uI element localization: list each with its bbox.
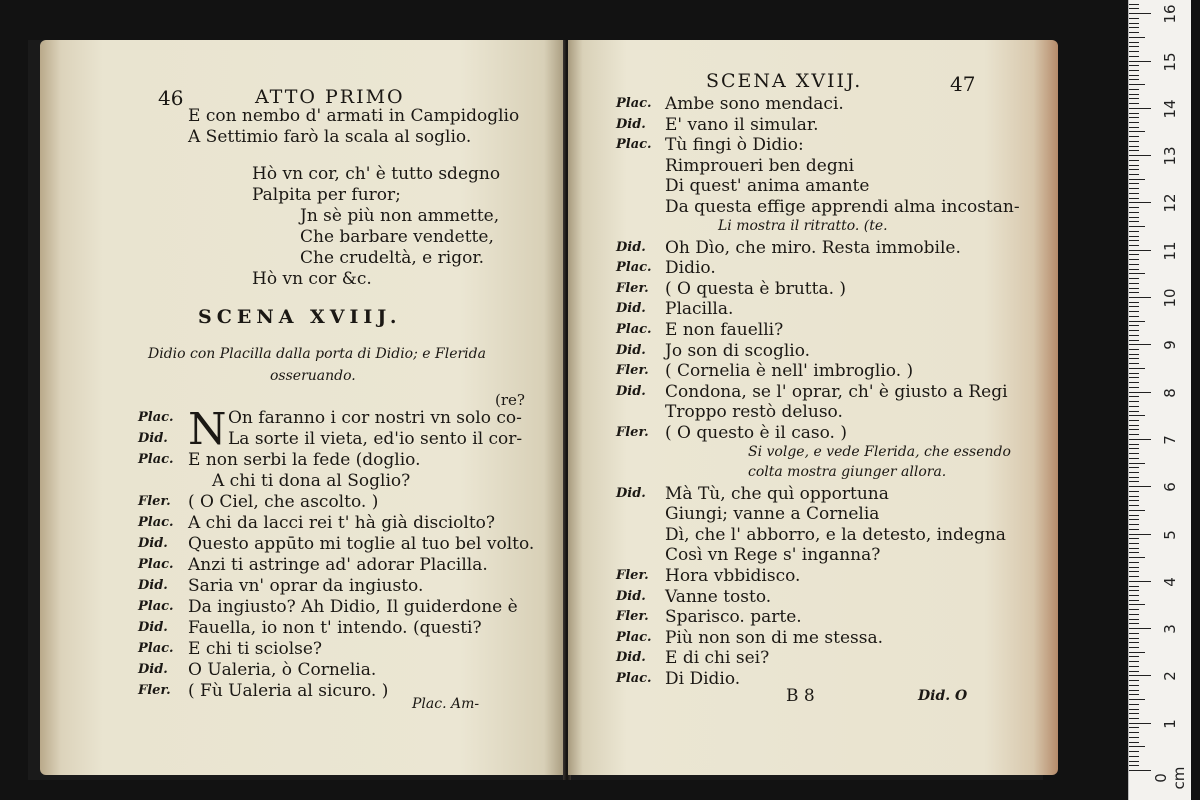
ruler-tick [1129, 160, 1139, 161]
speaker-label: Did. [138, 662, 168, 677]
verse-line: E con nembo d' armati in Campidoglio [188, 106, 520, 126]
ruler-tick [1129, 458, 1139, 459]
ruler-tick [1129, 505, 1139, 506]
ruler-tick [1129, 150, 1139, 151]
ruler-tick [1129, 543, 1139, 544]
right-page [568, 40, 1058, 775]
dialogue-line: E non fauelli? [665, 320, 784, 340]
speaker-label: Did. [138, 431, 168, 446]
dialogue-line: Da questa effige apprendi alma incostan- [665, 197, 1020, 217]
ruler-tick [1129, 652, 1145, 653]
dialogue-line: ( Fù Ualeria al sicuro. ) [188, 681, 389, 701]
speaker-label: Plac. [138, 410, 174, 425]
measurement-ruler [1128, 0, 1191, 800]
ruler-tick [1129, 382, 1139, 383]
ruler-tick [1129, 202, 1151, 203]
ruler-tick [1129, 661, 1139, 662]
ruler-tick [1129, 259, 1139, 260]
ruler-tick [1129, 13, 1151, 14]
ruler-tick [1129, 396, 1139, 397]
ruler-tick [1129, 411, 1139, 412]
ruler-tick [1129, 165, 1139, 166]
ruler-tick [1129, 690, 1139, 691]
ruler-tick [1129, 406, 1139, 407]
ruler-tick [1129, 103, 1139, 104]
speaker-label: Plac. [138, 557, 174, 572]
ruler-number: 2 [1161, 671, 1179, 682]
speaker-label: Fler. [138, 683, 171, 698]
ruler-tick [1129, 273, 1145, 274]
aria-line: Palpita per furor; [252, 185, 401, 205]
ruler-tick [1129, 685, 1139, 686]
ruler-tick [1129, 529, 1139, 530]
ruler-number: 8 [1161, 387, 1179, 398]
speaker-label: Did. [616, 342, 646, 358]
ruler-tick [1129, 694, 1139, 695]
ruler-tick [1129, 288, 1139, 289]
ruler-tick [1129, 70, 1139, 71]
ruler-tick [1129, 254, 1139, 255]
speaker-label: Plac. [138, 452, 174, 467]
aria-line: Jn sè più non ammette, [300, 206, 500, 226]
dialogue-line: Fauella, io non t' intendo. (questi? [188, 618, 482, 638]
speaker-label: Plac. [616, 96, 652, 111]
dialogue-line: Vanne tosto. [665, 586, 772, 607]
ruler-tick [1129, 65, 1139, 66]
ruler-tick [1129, 306, 1139, 307]
ruler-tick [1129, 188, 1139, 189]
ruler-number: 3 [1161, 624, 1179, 634]
dialogue-line: Oh Dìo, che miro. Resta immobile. [665, 237, 961, 258]
speaker-label: Plac. [616, 260, 652, 276]
ruler-tick [1129, 354, 1139, 355]
dialogue-line: ( O Ciel, che ascolto. ) [188, 492, 379, 512]
ruler-tick [1129, 42, 1139, 43]
ruler-tick [1129, 718, 1139, 719]
dialogue-line: On faranno i cor nostri vn solo co- [228, 408, 522, 428]
speaker-label: Did. [616, 116, 646, 132]
ruler-tick [1129, 709, 1139, 710]
speaker-label: Plac. [616, 671, 652, 686]
ruler-tick [1129, 519, 1139, 520]
ruler-tick [1129, 335, 1139, 336]
ruler-tick [1129, 146, 1139, 147]
ruler-tick [1129, 727, 1139, 728]
ruler-number: 16 [1161, 4, 1179, 24]
speaker-label: Fler. [616, 609, 649, 625]
ruler-tick [1129, 387, 1139, 388]
ruler-number: 5 [1161, 529, 1179, 540]
dialogue-line: Questo appūto mi toglie al tuo bel volto. [188, 534, 535, 554]
ruler-unit-label: 0 cm [1152, 766, 1188, 790]
stage-direction: Li mostra il ritratto. (te. [718, 217, 888, 234]
ruler-tick [1129, 595, 1139, 596]
page-number-left: 46 [158, 86, 184, 110]
speaker-label: Did. [138, 536, 168, 551]
ruler-tick [1129, 32, 1139, 33]
ruler-tick [1129, 23, 1139, 24]
ruler-tick [1129, 671, 1139, 672]
dialogue-line: Così vn Rege s' inganna? [665, 545, 881, 566]
dialogue-line: ( O questa è brutta. ) [665, 278, 847, 299]
ruler-tick [1129, 576, 1139, 577]
ruler-tick [1129, 226, 1145, 227]
verse-line: A Settimio farò la scala al soglio. [188, 127, 472, 147]
ruler-tick [1129, 448, 1139, 449]
ruler-tick [1129, 131, 1145, 132]
stage-direction: Didio con Placilla dalla porta di Didio; e Flerida [148, 346, 486, 362]
ruler-tick [1129, 75, 1139, 76]
speaker-label: Did. [616, 301, 646, 317]
ruler-tick [1129, 642, 1139, 643]
ruler-tick [1129, 496, 1139, 497]
ruler-tick [1129, 127, 1139, 128]
ruler-tick [1129, 571, 1139, 572]
dialogue-line: Troppo restò deluso. [665, 402, 843, 423]
speaker-label: Plac. [138, 641, 174, 656]
ruler-tick [1129, 4, 1139, 5]
dialogue-line: E' vano il simular. [665, 114, 819, 135]
ruler-tick [1129, 325, 1139, 326]
ruler-tick [1129, 538, 1139, 539]
ruler-tick [1129, 562, 1139, 563]
speaker-label: Did. [138, 620, 168, 635]
ruler-tick [1129, 122, 1139, 123]
aria-line: Hò vn cor &c. [252, 269, 372, 289]
speaker-label: Did. [138, 578, 168, 593]
ruler-tick [1129, 524, 1139, 525]
ruler-tick [1129, 292, 1139, 293]
dialogue-line: Anzi ti astringe ad' adorar Placilla. [188, 555, 488, 575]
page-number-right: 47 [950, 72, 976, 96]
ruler-tick [1129, 264, 1139, 265]
ruler-tick [1129, 363, 1139, 364]
ruler-tick [1129, 377, 1139, 378]
ruler-tick [1129, 278, 1139, 279]
dialogue-line: ( Cornelia è nell' imbroglio. ) [665, 361, 914, 382]
aria-line: Hò vn cor, ch' è tutto sdegno [252, 164, 501, 184]
ruler-tick [1129, 548, 1139, 549]
ruler-tick [1129, 737, 1139, 738]
ruler-number: 10 [1161, 288, 1179, 308]
dialogue-line: Da ingiusto? Ah Didio, Il guiderdone è [188, 597, 518, 617]
ruler-tick [1129, 392, 1151, 393]
dialogue-line: ( O questo è il caso. ) [665, 423, 847, 443]
ruler-tick [1129, 89, 1139, 90]
ruler-tick [1129, 79, 1139, 80]
ruler-number: 1 [1161, 718, 1179, 729]
ruler-tick [1129, 444, 1139, 445]
dialogue-line: Mà Tù, che quì opportuna [665, 483, 889, 504]
ruler-tick [1129, 179, 1145, 180]
speaker-label: Did. [616, 650, 646, 666]
ruler-tick [1129, 207, 1139, 208]
ruler-tick [1129, 581, 1151, 582]
ruler-tick [1129, 358, 1139, 359]
ruler-tick [1129, 198, 1139, 199]
ruler-number: 12 [1161, 193, 1179, 213]
ruler-tick [1129, 557, 1145, 558]
stage-direction: osseruando. [270, 368, 356, 384]
ruler-tick [1129, 491, 1139, 492]
dialogue-line: Di quest' anima amante [665, 176, 870, 197]
ruler-tick [1129, 590, 1139, 591]
ruler-tick [1129, 477, 1139, 478]
drop-capital: N [188, 404, 227, 455]
ruler-tick [1129, 515, 1139, 516]
speaker-label: Did. [616, 588, 646, 604]
ruler-tick [1129, 534, 1151, 535]
ruler-tick [1129, 155, 1151, 156]
dialogue-line: Jo son di scoglio. [665, 340, 811, 361]
speaker-label: Plac. [616, 137, 652, 153]
ruler-tick [1129, 481, 1139, 482]
ruler-tick [1129, 765, 1139, 766]
dialogue-line: Di Didio. [665, 669, 741, 689]
running-header-left: ATTO PRIMO [255, 86, 405, 108]
ruler-tick [1129, 600, 1139, 601]
ruler-tick [1129, 434, 1139, 435]
ruler-tick [1129, 340, 1139, 341]
ruler-tick [1129, 623, 1139, 624]
stage-direction: Si volge, e vede Flerida, che essendo [748, 443, 1011, 460]
ruler-tick [1129, 283, 1139, 284]
ruler-number: 15 [1161, 51, 1179, 72]
dialogue-line: Più non son di me stessa. [665, 627, 883, 648]
speaker-label: Plac. [616, 629, 652, 645]
scene-title: SCENA XVIIJ. [198, 306, 402, 328]
ruler-tick [1129, 18, 1139, 19]
dialogue-line: A chi ti dona al Soglio? [212, 471, 411, 491]
ruler-tick [1129, 510, 1145, 511]
ruler-tick [1129, 723, 1151, 724]
dialogue-line: Sparisco. parte. [665, 607, 802, 628]
speaker-label: Did. [616, 383, 646, 399]
ruler-tick [1129, 463, 1145, 464]
ruler-tick [1129, 56, 1139, 57]
ruler-tick [1129, 113, 1139, 114]
ruler-tick [1129, 221, 1139, 222]
ruler-tick [1129, 141, 1139, 142]
ruler-number: 13 [1161, 146, 1179, 166]
ruler-tick [1129, 240, 1139, 241]
ruler-tick [1129, 609, 1139, 610]
speaker-label: Did. [616, 485, 646, 501]
ruler-tick [1129, 212, 1139, 213]
ruler-tick [1129, 349, 1139, 350]
ruler-tick [1129, 269, 1139, 270]
stage-direction: colta mostra giunger allora. [748, 463, 947, 480]
dialogue-line: E di chi sei? [665, 648, 770, 669]
ruler-tick [1129, 321, 1145, 322]
ruler-number: 4 [1161, 577, 1179, 587]
ruler-tick [1129, 680, 1139, 681]
ruler-tick [1129, 344, 1151, 345]
signature-mark: B 8 [786, 686, 815, 706]
speaker-label: Fler. [138, 494, 171, 509]
ruler-tick [1129, 586, 1139, 587]
ruler-tick [1129, 98, 1139, 99]
ruler-tick [1129, 169, 1139, 170]
speaker-label: Plac. [138, 515, 174, 530]
ruler-tick [1129, 94, 1139, 95]
ruler-tick [1129, 117, 1139, 118]
ruler-tick [1129, 666, 1139, 667]
ruler-tick [1129, 193, 1139, 194]
dialogue-line: Giungi; vanne a Cornelia [665, 504, 880, 525]
ruler-tick [1129, 368, 1145, 369]
ruler-tick [1129, 742, 1139, 743]
dialogue-line: Dì, che l' abborro, e la detesto, indegna [665, 524, 1006, 545]
ruler-tick [1129, 316, 1139, 317]
ruler-tick [1129, 751, 1139, 752]
ruler-tick [1129, 647, 1139, 648]
ruler-tick [1129, 136, 1139, 137]
ruler-tick [1129, 236, 1139, 237]
open-book [28, 40, 1043, 780]
ruler-tick [1129, 37, 1145, 38]
dialogue-line: Didio. [665, 258, 716, 279]
ruler-tick [1129, 699, 1145, 700]
ruler-number: 7 [1161, 435, 1179, 445]
dialogue-line: Saria vn' oprar da ingiusto. [188, 576, 424, 596]
dialogue-line: Ambe sono mendaci. [665, 94, 844, 114]
aria-line: Che crudeltà, e rigor. [300, 248, 484, 268]
ruler-tick [1129, 297, 1151, 298]
running-header-right: SCENA XVIIJ. [706, 70, 863, 92]
ruler-tick [1129, 183, 1139, 184]
ruler-tick [1129, 675, 1151, 676]
ruler-tick [1129, 439, 1151, 440]
ruler-tick [1129, 429, 1139, 430]
ruler-tick [1129, 746, 1145, 747]
dialogue-line: Tù fingi ò Didio: [665, 135, 804, 156]
ruler-tick [1129, 401, 1139, 402]
ruler-tick [1129, 770, 1151, 771]
dialogue-line: A chi da lacci rei t' hà già disciolto? [188, 513, 496, 533]
ruler-tick [1129, 420, 1139, 421]
ruler-tick [1129, 245, 1139, 246]
ruler-tick [1129, 61, 1151, 62]
speaker-label: Fler. [616, 425, 649, 440]
ruler-tick [1129, 604, 1145, 605]
speaker-label: Fler. [616, 363, 649, 379]
dialogue-line: E chi ti sciolse? [188, 639, 323, 659]
ruler-number: 6 [1161, 482, 1179, 492]
speaker-label: Did. [616, 239, 646, 255]
left-page [40, 40, 565, 775]
ruler-tick [1129, 302, 1139, 303]
ruler-tick [1129, 373, 1139, 374]
dialogue-line: O Ualeria, ò Cornelia. [188, 660, 377, 680]
speaker-label: Fler. [616, 280, 649, 296]
ruler-tick [1129, 84, 1145, 85]
ruler-number: 14 [1161, 99, 1179, 119]
ruler-tick [1129, 761, 1139, 762]
ruler-tick [1129, 27, 1139, 28]
aria-line: Che barbare vendette, [300, 227, 494, 247]
ruler-tick [1129, 425, 1139, 426]
ruler-tick [1129, 330, 1139, 331]
dialogue-line: Rimproueri ben degni [665, 155, 855, 176]
speaker-label: Plac. [616, 322, 652, 337]
line-overflow: (re? [495, 391, 525, 409]
ruler-tick [1129, 472, 1139, 473]
catchword-right: Did. O [918, 688, 968, 704]
ruler-tick [1129, 174, 1139, 175]
ruler-tick [1129, 656, 1139, 657]
ruler-tick [1129, 633, 1139, 634]
ruler-tick [1129, 614, 1139, 615]
catchword-left: Plac. Am- [412, 696, 480, 712]
ruler-tick [1129, 552, 1139, 553]
ruler-tick [1129, 732, 1139, 733]
speaker-label: Fler. [616, 568, 649, 583]
ruler-tick [1129, 108, 1151, 109]
ruler-tick [1129, 250, 1151, 251]
ruler-tick [1129, 567, 1139, 568]
dialogue-line: La sorte il vieta, ed'io sento il cor- [228, 429, 523, 449]
ruler-tick [1129, 713, 1139, 714]
dialogue-line: Condona, se l' oprar, ch' è giusto a Regi [665, 381, 1008, 402]
dialogue-line: Hora vbbidisco. [665, 566, 801, 586]
speaker-label: Plac. [138, 599, 174, 614]
ruler-tick [1129, 46, 1139, 47]
ruler-tick [1129, 217, 1139, 218]
ruler-tick [1129, 619, 1139, 620]
ruler-number: 9 [1161, 340, 1179, 351]
ruler-tick [1129, 500, 1139, 501]
ruler-tick [1129, 756, 1139, 757]
ruler-number: 11 [1161, 241, 1179, 261]
dialogue-line: Placilla. [665, 299, 734, 320]
dialogue-line: E non serbi la fede (doglio. [188, 450, 421, 470]
ruler-tick [1129, 415, 1145, 416]
ruler-tick [1129, 311, 1139, 312]
ruler-tick [1129, 8, 1139, 9]
ruler-tick [1129, 467, 1139, 468]
ruler-tick [1129, 486, 1151, 487]
ruler-tick [1129, 51, 1139, 52]
ruler-tick [1129, 704, 1139, 705]
ruler-tick [1129, 628, 1151, 629]
ruler-tick [1129, 638, 1139, 639]
ruler-tick [1129, 453, 1139, 454]
ruler-tick [1129, 231, 1139, 232]
